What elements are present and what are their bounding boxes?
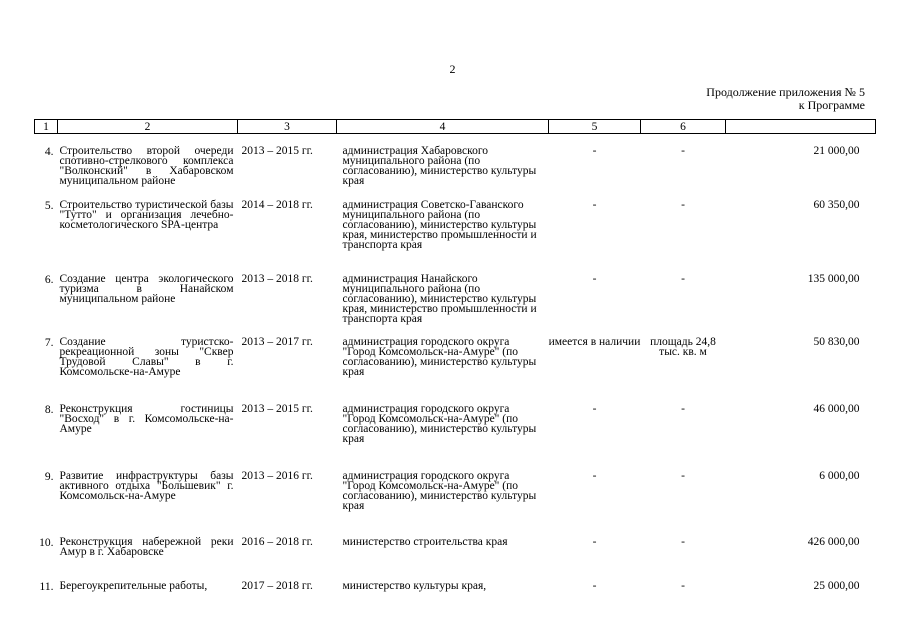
row-number: 7. <box>44 336 54 349</box>
row-executor: администрация Нанайского муниципального района (по согласованию), министерство культуры края, министерство промышленности и транспорта края <box>342 272 537 325</box>
row-number: 4. <box>44 145 54 158</box>
row-number: 9. <box>44 470 54 483</box>
table-row <box>35 200 876 274</box>
row-executor: администрация городского округа "Город Комсомольск-на-Амуре" (по согласованию), министерство культуры края <box>342 469 537 512</box>
continuation-line-1: Продолжение приложения № 5 <box>706 85 865 99</box>
row-period: 2013 – 2015 гг. <box>241 402 313 415</box>
row-sum: 46 000,00 <box>813 402 860 415</box>
program-table <box>34 119 876 601</box>
row-period: 2014 – 2018 гг. <box>241 198 313 211</box>
row-period: 2017 – 2018 гг. <box>241 579 313 592</box>
row-period: 2013 – 2017 гг. <box>241 335 313 348</box>
row-period: 2013 – 2015 гг. <box>241 144 313 157</box>
row-col5: - <box>592 579 597 592</box>
table-row <box>35 274 876 337</box>
row-number: 11. <box>39 580 54 593</box>
row-number: 10. <box>39 536 54 549</box>
row-period: 2016 – 2018 гг. <box>241 535 313 548</box>
row-number: 5. <box>44 199 54 212</box>
row-sum: 25 000,00 <box>813 579 860 592</box>
col-header-7 <box>726 120 876 134</box>
row-name: Строительство туристической базы "Тутто" и организация лечебно-косметологического SPA-центра <box>59 198 234 231</box>
col-header-3: 3 <box>238 120 337 134</box>
row-col5: - <box>592 198 597 211</box>
col-header-1: 1 <box>35 120 58 134</box>
row-col6: - <box>681 144 685 157</box>
row-sum: 50 830,00 <box>813 335 860 348</box>
row-sum: 60 350,00 <box>813 198 860 211</box>
row-executor: администрация Советско-Гаванского муниципального района (по согласованию), министерство культуры края, министерство промышленности и транспорта края <box>342 198 537 251</box>
row-executor: администрация городского округа "Город Комсомольск-на-Амуре" (по согласованию), министерство культуры края <box>342 402 537 445</box>
row-executor: администрация городского округа "Город Комсомольск-на-Амуре" (по согласованию), министерство культуры края <box>342 335 537 378</box>
row-name: Строительство второй очереди спотивно-стрелкового комплекса "Волконский" в Хабаровском муниципальном районе <box>59 144 234 187</box>
row-executor: администрация Хабаровского муниципального района (по согласованию), министерство культуры края <box>342 144 537 187</box>
row-col5: - <box>592 535 597 548</box>
row-col6: площадь 24,8 тыс. кв. м <box>650 335 716 358</box>
row-period: 2013 – 2018 гг. <box>241 272 313 285</box>
row-name: Развитие инфраструктуры базы активного отдыха "Большевик" г. Комсомольск-на-Амуре <box>59 469 234 502</box>
row-col5: - <box>592 469 597 482</box>
row-col5: имеется в наличии <box>548 335 641 348</box>
table-row <box>35 337 876 404</box>
table-row <box>35 537 876 581</box>
continuation-line-2: к Программе <box>798 98 865 112</box>
continuation-note <box>706 86 865 112</box>
row-executor: министерство строительства края <box>342 535 508 548</box>
row-col6: - <box>681 535 685 548</box>
row-name: Создание центра экологического туризма в Нанайском муниципальном районе <box>59 272 234 305</box>
row-col6: - <box>681 402 685 415</box>
row-name: Реконструкция гостиницы "Восход" в г. Комсомольске-на-Амуре <box>59 402 234 435</box>
row-name: Реконструкция набережной реки Амур в г. Хабаровске <box>59 535 234 558</box>
row-name: Берегоукрепительные работы, <box>59 579 208 592</box>
table-row <box>35 404 876 471</box>
page-number: 2 <box>449 62 456 76</box>
row-name: Создание туристско-рекреационной зоны "Сквер Трудовой Славы" в г. Комсомольске-на-Амуре <box>59 335 234 378</box>
row-col5: - <box>592 402 597 415</box>
row-sum: 6 000,00 <box>819 469 860 482</box>
row-col6: - <box>681 469 685 482</box>
row-col6: - <box>681 579 685 592</box>
row-number: 8. <box>44 403 54 416</box>
row-executor: министерство культуры края, <box>342 579 487 592</box>
row-number: 6. <box>44 273 54 286</box>
row-sum: 135 000,00 <box>807 272 860 285</box>
col-header-2: 2 <box>58 120 238 134</box>
row-col5: - <box>592 144 597 157</box>
header-row <box>35 120 876 134</box>
col-header-5: 5 <box>549 120 641 134</box>
row-col6: - <box>681 272 685 285</box>
table-row <box>35 581 876 601</box>
col-header-6: 6 <box>641 120 726 134</box>
row-period: 2013 – 2016 гг. <box>241 469 313 482</box>
row-col6: - <box>681 198 685 211</box>
row-col5: - <box>592 272 597 285</box>
table-row <box>35 471 876 537</box>
row-sum: 21 000,00 <box>813 144 860 157</box>
col-header-4: 4 <box>337 120 549 134</box>
table-row <box>35 146 876 200</box>
row-sum: 426 000,00 <box>807 535 860 548</box>
